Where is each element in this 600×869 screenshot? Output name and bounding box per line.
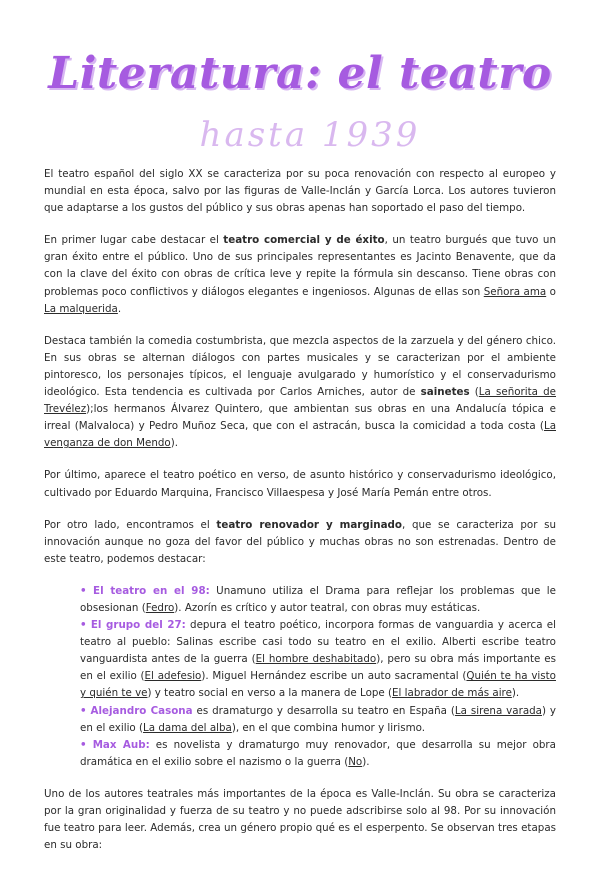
paragraph-valle-inclan: Uno de los autores teatrales más importantes de la época es Valle-Inclán. Su obra se caracteriza por la gran originalidad y fuerza de su teatro y no puede adscribirse solo al 98. Por su innovación fue teatro para leer. Además, crea un género propio qué es el esperpento. Se observan tres etapas en su obra:: [44, 787, 556, 852]
work-title: Señora ama: [483, 285, 547, 298]
work-title: La dama del alba: [143, 721, 232, 734]
list-item: • El grupo del 27: depura el teatro poético, incorpora formas de vanguardia y acerca el teatro al pueblo: Salinas escribe casi todo su teatro en el exilio. Alberti escribe teatro vanguardista antes de la guerra (El hombre deshabitado), pero su obra más importante es en el exilio (El adefesio). Miguel Hernández escribe un auto sacramental (Quién te ha visto y quién te ve) y teatro social en verso a la manera de Lope (El labrador de más aire).: [80, 619, 557, 700]
list-item-lead: Max Aub:: [92, 738, 150, 751]
bullet-icon: •: [80, 584, 87, 597]
work-title: La malquerida: [44, 302, 118, 315]
work-title: No: [348, 755, 363, 768]
bullet-icon: •: [80, 704, 87, 717]
bullet-icon: •: [80, 738, 87, 751]
highlight-term: teatro renovador y marginado: [216, 518, 403, 531]
paragraph-teatro-renovador: Por otro lado, encontramos el teatro renovador y marginado, que se caracteriza por su innovación aunque no goza del favor del público y muchas obras no son estrenadas. Dentro de este teatro, podemos destacar:: [44, 518, 556, 565]
work-title: El adefesio: [144, 670, 202, 683]
work-title: La señorita de Trevélez: [44, 386, 556, 416]
highlight-term: sainetes: [420, 386, 470, 399]
work-title: El hombre deshabitado: [255, 653, 377, 666]
work-title: La venganza de don Mendo: [44, 420, 556, 450]
page-title: Literatura: el teatro: [48, 48, 552, 99]
work-title: La sirena varada: [454, 704, 542, 717]
paragraph-teatro-poetico: Por último, aparece el teatro poético en verso, de asunto histórico y conservadurismo ideológico, cultivado por Eduardo Marquina, Francisco Villaespesa y José María Pemán entre otros.: [44, 469, 556, 499]
list-item: • Alejandro Casona es dramaturgo y desarrolla su teatro en España (La sirena varada) y en el exilio (La dama del alba), en el que combina humor y lirismo.: [80, 704, 557, 734]
document-body: [44, 166, 556, 869]
work-title: Fedro: [145, 601, 175, 614]
paragraph-teatro-comercial: En primer lugar cabe destacar el teatro comercial y de éxito, un teatro burgués que tuvo un gran éxito entre el público. Uno de sus principales representantes es Jacinto Benavente, que da con la clave del éxito con obras de crítica leve y repite la fórmula sin descanso. Tiene obras con problemas poco conflictivos y diálogos elegantes e ingeniosos. Algunas de ellas son Señora ama o La malquerida.: [44, 234, 556, 315]
work-title: Quién te ha visto y quién te ve: [80, 670, 556, 700]
page-subtitle: hasta 1939: [199, 115, 421, 155]
list-item: • El teatro en el 98: Unamuno utiliza el Drama para reflejar los problemas que le obsesionan (Fedro). Azorín es crítico y autor teatral, con obras muy estáticas.: [80, 584, 556, 614]
work-title: El labrador de más aire: [392, 687, 512, 700]
list-item: • Max Aub: es novelista y dramaturgo muy renovador, que desarrolla su mejor obra dramática en el exilio sobre el nazismo o la guerra (No).: [80, 738, 556, 768]
authors-list: [44, 583, 556, 771]
list-item-lead: El grupo del 27:: [90, 619, 186, 632]
list-item-lead: El teatro en el 98:: [93, 584, 210, 597]
paragraph-intro: El teatro español del siglo XX se caracteriza por su poca renovación con respecto al europeo y mundial en esta época, salvo por las figuras de Valle-Inclán y García Lorca. Los autores tuvieron que adaptarse a los gustos del público y sus obras apenas han soportado el paso del tiempo.: [44, 168, 556, 215]
highlight-term: teatro comercial y de éxito: [223, 234, 385, 247]
list-item-lead: Alejandro Casona: [90, 704, 193, 717]
paragraph-comedia-costumbrista: Destaca también la comedia costumbrista, que mezcla aspectos de la zarzuela y del género chico. En sus obras se alternan diálogos con partes musicales y se caracterizan por el ambiente pintoresco, los personajes típicos, el lenguaje avulgarado y humorístico y el conservadurismo ideológico. Esta tendencia es cultivada por Carlos Arniches, autor de sainetes (La señorita de Trevélez);los hermanos Álvarez Quintero, que ambientan sus obras en una Andalucía tópica e irreal (Malvaloca) y Pedro Muñoz Seca, que con el astracán, busca la comicidad a toda costa (La venganza de don Mendo).: [44, 334, 556, 450]
bullet-icon: •: [80, 619, 87, 632]
